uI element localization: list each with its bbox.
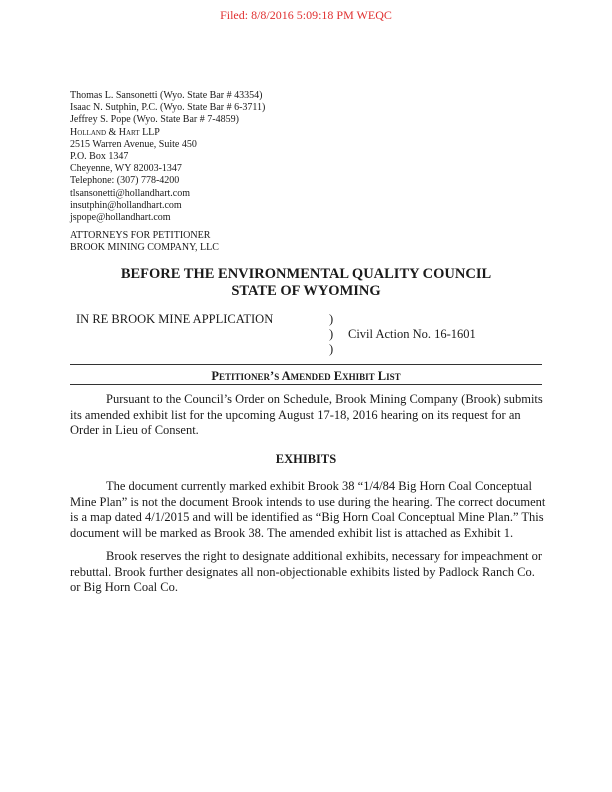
counsel-line-email-pope: jspope@hollandhart.com xyxy=(70,212,171,224)
exhibits-paragraph: The document currently marked exhibit Brook 38 “1/4/84 Big Horn Coal Conceptual Mine Plan” is not the document Brook intends to use during the hearing. The correct document is a map dated 4/1/2015 and will be identified as “Big Horn Coal Conceptual Mine Plan.” This document will be marked as Brook 38. The amended exhibit list is attached as Exhibit 1. xyxy=(70,479,546,540)
title-rule-bottom xyxy=(70,384,542,385)
filing-stamp: Filed: 8/8/2016 5:09:18 PM WEQC xyxy=(220,8,392,22)
counsel-line-firm: Holland & Hart LLP xyxy=(70,126,160,138)
attorneys-for-block xyxy=(70,230,219,254)
intro-paragraph: Pursuant to the Council’s Order on Schedule, Brook Mining Company (Brook) submits its amended exhibit list for the upcoming August 17-18, 2016 hearing on its request for an Order in Lieu of Consent. xyxy=(70,392,543,437)
attorneys-for-line: ATTORNEYS FOR PETITIONER xyxy=(70,230,211,241)
title-rule-top xyxy=(70,364,542,365)
caption-parentheses xyxy=(329,312,333,357)
case-caption-matter: IN RE BROOK MINE APPLICATION xyxy=(76,312,274,326)
reservation-paragraph: Brook reserves the right to designate additional exhibits, necessary for impeachment or rebuttal. Brook further designates all non-objectionable exhibits listed by Padlock Ranch Co. or Big Horn Coal Co. xyxy=(70,549,542,594)
counsel-line-street: 2515 Warren Avenue, Suite 450 xyxy=(70,138,197,150)
counsel-line-po-box: P.O. Box 1347 xyxy=(70,151,129,163)
case-number: Civil Action No. 16-1601 xyxy=(348,327,476,341)
counsel-line-pope: Jeffrey S. Pope (Wyo. State Bar # 7-4859) xyxy=(70,114,239,126)
counsel-line-sansonetti: Thomas L. Sansonetti (Wyo. State Bar # 43354) xyxy=(70,90,263,101)
caption-paren: ) xyxy=(329,327,334,341)
counsel-line-email-sutphin: insutphin@hollandhart.com xyxy=(70,199,182,211)
counsel-line-sutphin: Isaac N. Sutphin, P.C. (Wyo. State Bar # 6-3711) xyxy=(70,102,266,114)
court-state: STATE OF WYOMING xyxy=(231,283,381,299)
client-name-line: BROOK MINING COMPANY, LLC xyxy=(70,242,219,253)
court-name: BEFORE THE ENVIRONMENTAL QUALITY COUNCIL xyxy=(120,266,492,282)
counsel-line-city: Cheyenne, WY 82003-1347 xyxy=(70,163,182,175)
counsel-line-email-sansonetti: tlsansonetti@hollandhart.com xyxy=(70,187,191,199)
caption-paren: ) xyxy=(329,342,334,356)
counsel-block xyxy=(70,90,265,224)
document-title: Petitioner’s Amended Exhibit List xyxy=(211,369,401,383)
court-heading xyxy=(0,266,612,300)
counsel-line-telephone: Telephone: (307) 778-4200 xyxy=(70,175,180,187)
caption-paren: ) xyxy=(329,312,334,326)
exhibits-heading: EXHIBITS xyxy=(275,452,337,466)
